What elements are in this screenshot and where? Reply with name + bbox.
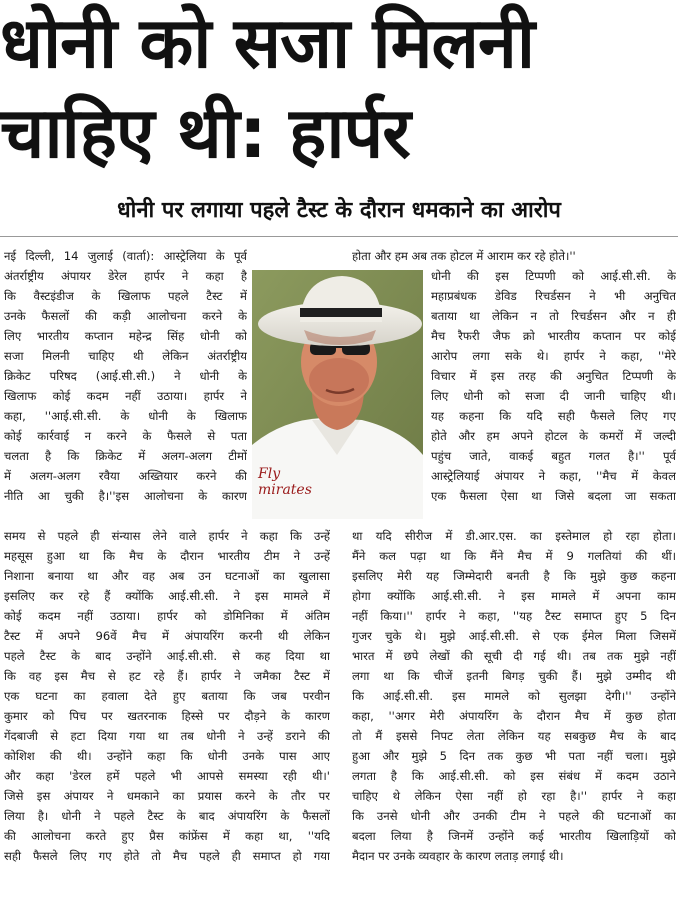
article-line: कि वह इस मैच से हट रहे हैं। हार्पर ने जमैका टैस्ट में [4, 669, 330, 683]
article-line: पहले टैस्ट के बाद उन्होंने आई.सी.सी. से कह दिया था [4, 649, 330, 663]
article-line: कि आई.सी.सी. इस मामले को सुलझा देगी।'' उन्होंने [352, 689, 676, 703]
shirt-logo-line-1: Fly [258, 466, 281, 482]
article-line: आस्ट्रेलियाई अंपायर ने कहा, ''मैच में केवल [431, 469, 676, 483]
article-line: विचार में इस तरह की अनुचित टिप्पणी के [431, 369, 676, 383]
article-line: उनके फैसलों की कड़ी आलोचना करने के [4, 309, 247, 323]
article-line: गेंदबाजी से हटा दिया गया था तब धोनी ने उन्हें डराने की [4, 729, 330, 743]
article-line: इसलिए कर रहे हैं क्योंकि आई.सी.सी. ने इस मामले में [4, 589, 330, 603]
article-line: मैच रैफरी जैफ क्रो भारतीय कप्तान पर कोई [431, 329, 676, 343]
article-line: हुआ और मुझे 5 दिन तक कुछ भी पता नहीं चला। मुझे [352, 749, 676, 763]
article-line: क्रिकेट परिषद (आई.सी.सी.) ने धोनी के [4, 369, 247, 383]
article-line: तो मैं इससे निपट लेता लेकिन यह सबकुछ मैच के बाद [352, 729, 676, 743]
article-line: और कहा 'डेरल हमें पहले भी आपसे समस्या रही थी।' [4, 769, 330, 783]
article-line: समय से पहले ही संन्यास लेने वाले हार्पर ने कहा कि उन्हें [4, 529, 330, 543]
article-line: भारत में छपे लेखों की सूची दी गई थी। तब तक मुझे नहीं [352, 649, 676, 663]
article-line: लिए भारतीय कप्तान महेन्द्र सिंह धोनी को [4, 329, 247, 343]
article-line: महसूस हुआ था कि मैच के दौरान भारतीय टीम ने उन्हें [4, 549, 330, 563]
article-line: कि उनसे धोनी और उनकी टीम ने पहले की घटनाओं का [352, 809, 676, 823]
article-line: कोई कार्रवाई न करने के फैसले से पता [4, 429, 247, 443]
shirt-logo-line-2: mirates [258, 482, 312, 498]
headline-line-1: धोनी को सजा मिलनी [0, 2, 534, 84]
umpire-photo [252, 270, 423, 519]
article-line: बताया था लेकिन न तो रिचर्डसन और न ही [431, 309, 676, 323]
article-line: कोई कदम नहीं उठाया। हार्पर को डोमिनिका में अंतिम [4, 609, 330, 623]
article-line: सजा मिलनी चाहिए थी लेकिन अंतर्राष्ट्रीय [4, 349, 247, 363]
article-line: होते और हम अपने होटल के कमरों में जल्दी [431, 429, 676, 443]
article-line: कोशिश की थी। उन्होंने कहा कि धोनी उनके पास आए [4, 749, 330, 763]
article-line: निशाना बनाया था और वह अब उन घटनाओं का खुलासा [4, 569, 330, 583]
article-line: लिए धोनी को सजा दी जानी चाहिए थी। [431, 389, 676, 403]
article-line: इसलिए मेरी यह जिम्मेदारी बनती है कि मुझे कुछ कहना [352, 569, 676, 583]
article-line: पहुंच जाते, वाकई बहुत गलत है।'' पूर्व [431, 449, 676, 463]
article-line: कि वैस्टइंडीज के खिलाफ पहले टैस्ट में [4, 289, 247, 303]
article-line: गुजर चुके थे। मुझे आई.सी.सी. से एक ईमेल मिला जिसमें [352, 629, 676, 643]
article-line: जिसे इस अंपायर ने धमकाने का प्रयास करने के तौर पर [4, 789, 330, 803]
article-line: की आलोचना करते हुए प्रैस कांफ्रेंस में कहा था, ''यदि [4, 829, 330, 843]
article-line: खिलाफ कोई कदम नहीं उठाया। हार्पर ने [4, 389, 247, 403]
subheadline: धोनी पर लगाया पहले टैस्ट के दौरान धमकाने का आरोप [117, 198, 561, 223]
article-line: अंतर्राष्ट्रीय अंपायर डेरेल हार्पर ने कहा है [4, 269, 247, 283]
article-line: मैंने कल पढ़ा था कि मैंने मैच में 9 गलतियां की थीं। [352, 549, 676, 563]
article-line: था यदि सीरीज में डी.आर.एस. का इस्तेमाल हो रहा होता। [352, 529, 676, 543]
article-line: एक फैसला ऐसा था जिसे बदला जा सकता [431, 489, 676, 503]
article-line: आरोप लगा सके थे। हार्पर ने कहा, ''मेरे [431, 349, 676, 363]
article-line: एक घटना का हवाला देते हुए बताया कि जब परवीन [4, 689, 330, 703]
article-line: नीति आ चुकी है।''इस आलोचना के कारण [4, 489, 247, 503]
article-line: कहा, ''आई.सी.सी. के धोनी के खिलाफ [4, 409, 247, 423]
article-line: धोनी की इस टिप्पणी को आई.सी.सी. के [431, 269, 676, 283]
article-line: नई दिल्ली, 14 जुलाई (वार्ता): आस्ट्रेलिया के पूर्व [4, 249, 247, 263]
article-line: नहीं किया।'' हार्पर ने कहा, ''यह टैस्ट समाप्त हुए 5 दिन [352, 609, 676, 623]
article-line: कुमार को पिच पर खतरनाक हिस्से पर दौड़ने के कारण [4, 709, 330, 723]
subheadline-divider [0, 236, 678, 237]
article-line: महाप्रबंधक डेविड रिचर्डसन ने भी अनुचित [431, 289, 676, 303]
article-line: लगा था कि चीजें इतनी बिगड़ चुकी हैं। मुझे उम्मीद थी [352, 669, 676, 683]
article-line: यह कहना कि यदि सही फैसले लिए गए [431, 409, 676, 423]
article-line: लिया है। धोनी ने पहले टैस्ट के बाद अंपायरिंग के फैसलों [4, 809, 330, 823]
article-line: चलता है कि क्रिकेट में अलग-अलग टीमों [4, 449, 247, 463]
shirt-logo [258, 466, 312, 498]
article-line: में अलग-अलग रवैया अख्तियार करने की [4, 469, 247, 483]
article-line: मैदान पर उनके व्यवहार के कारण लताड़ लगाई थी। [352, 849, 564, 863]
article-line: सही फैसले लिए गए होते तो मैच पहले ही समाप्त हो गया [4, 849, 330, 863]
article-line: चाहिए थे लेकिन ऐसा नहीं हो रहा है।'' हार्पर ने कहा [352, 789, 676, 803]
headline-line-2: चाहिए थी: हार्पर [0, 92, 410, 174]
article-line: होता और हम अब तक होटल में आराम कर रहे होते।'' [352, 249, 576, 263]
article-line: बदला लिया है जिनमें उन्होंने कई भारतीय खिलाड़ियों को [352, 829, 676, 843]
article-line: टैस्ट में अपने 96वें मैच में अंपायरिंग करनी थी लेकिन [4, 629, 330, 643]
article-line: कहा, ''अगर मेरी अंपायरिंग के दौरान मैच में कुछ होता [352, 709, 676, 723]
article-line: लगता है कि आई.सी.सी. को इस संबंध में कदम उठाने [352, 769, 676, 783]
article-line: होगा क्योंकि आई.सी.सी. ने इस मामले में अपना काम [352, 589, 676, 603]
